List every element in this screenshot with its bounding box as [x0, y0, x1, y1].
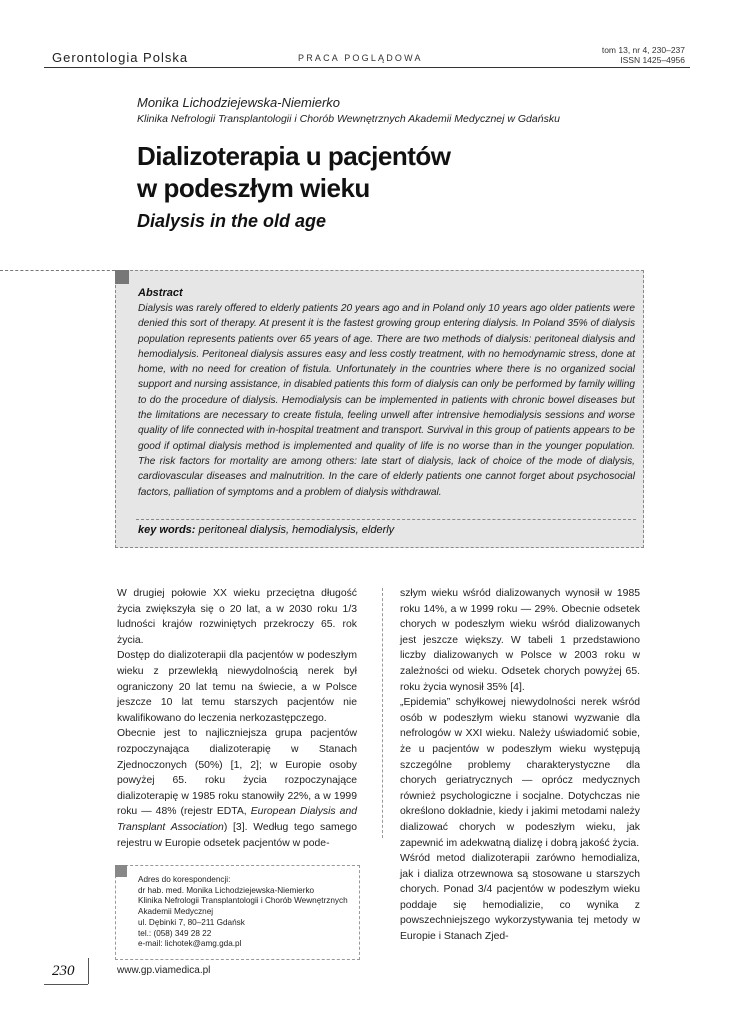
header-rule [44, 67, 690, 68]
correspondence-line: ul. Dębinki 7, 80–211 Gdańsk [138, 917, 245, 927]
body-text-italic: European Dialysis and Transplant Association [117, 806, 357, 833]
column-divider [382, 588, 383, 838]
keywords-text: peritoneal dialysis, hemodialysis, elderly [198, 524, 395, 536]
keywords-label: key words: [138, 524, 196, 536]
correspondence-line: Adres do korespondencji: [138, 875, 231, 884]
issue-info [602, 45, 685, 65]
body-column-left [117, 586, 357, 851]
body-paragraph: szłym wieku wśród dializowanych wynosił w 1985 roku 14%, a w 1999 roku — 29%. Obecnie odsetek chorych w podeszłym wieku wśród dializowanych jest jeszcze większy. W tabeli 1 przedstawiono liczby dializowanych w Polsce w 2003 roku w zależności od wieku. Odsetek chorych powyżej 65. roku życia wynosił 35% [4]. [400, 588, 640, 693]
dashed-divider [0, 270, 120, 271]
correspondence-line: Klinika Nefrologii Transplantologii i Chorób Wewnętrznych [138, 896, 348, 906]
body-paragraph [117, 726, 357, 851]
correspondence-line: Akademii Medycznej [138, 907, 214, 917]
article-type: PRACA POGLĄDOWA [298, 53, 423, 63]
article-title [137, 140, 451, 204]
issn-info: ISSN 1425–4956 [620, 55, 685, 65]
body-paragraph: „Epidemia” schyłkowej niewydolności nerek wśród osób w podeszłym wieku stanowi wyzwanie dla nefrologów w XXI wieku. Należy uświadomić sobie, że u pacjentów w podeszłym wieku występują szczególne problemy charakterystyczne dla chorych geriatrycznych — oprócz medycznych również psychologiczne i socjalne. Dotychczas nie określono dokładnie, kiedy i jakimi metodami należy dializować chorych w podeszłym wieku, jak zapewnić im adekwatną dializę i dobrą jakość życia. [400, 697, 640, 849]
keywords-line [138, 524, 394, 536]
page-number: 230 [52, 963, 75, 979]
body-paragraph: Dostęp do dializoterapii dla pacjentów w podeszłym wieku z przewlekłą niewydolnością nerek był ograniczony 20 lat temu na świecie, a w Polsce jeszcze 10 lat temu starszych pacjentów nie kwalifikowano do leczenia nerkozastępczego. [117, 650, 357, 724]
volume-info: tom 13, nr 4, 230–237 [601, 45, 685, 55]
body-column-right [400, 586, 640, 945]
title-line-1: Dializoterapia u pacjentów [137, 141, 451, 171]
author-affiliation: Klinika Nefrologii Transplantologii i Chorób Wewnętrznych Akademii Medycznej w Gdańsku [137, 113, 560, 125]
correspondence-email[interactable]: e-mail: lichotek@amg.gda.pl [138, 939, 242, 949]
abstract-text: Dialysis was rarely offered to elderly patients 20 years ago and in Poland only 10 years ago older patients were denied this sort of therapy. At present it is the fastest growing group entering dialysis. In Poland 35% of dialysis population represents patients over 65 years of age. There are two methods of dialysis: peritoneal dialysis and hemodialysis. Peritoneal dialysis assures easy and less costly treatment, with no hemodynamic stress, done at home, with no need for creation of fistula. Unfortunately in the countries where there is no organized social support and nursing assistance, in disabled patients this form of dialysis can only be performed by family willing to do the procedure of dialysis. Hemodialysis can be implemented in patients with chronic bowel diseases but the limitations are necessary to create fistula, feeling unwell after intrensive hemodialysis sessions and worse quality of life connected with in-hospital treatment and transport. Survival in this group of patients appears to be good if optimal dialysis method is implemented and quality of life is no worse than in the younger population. The risk factors for mortality are among others: late start of dialysis, lack of choice of the mode of dialysis, cardiovascular diseases and malnutrition. In the care of elderly patients one cannot forget about psychosocial factors, palliation of symptoms and a problem of dialysis withdrawal. [138, 303, 635, 498]
article-subtitle: Dialysis in the old age [137, 211, 327, 231]
abstract-heading: Abstract [138, 287, 183, 299]
correspondence-line: tel.: (058) 349 28 22 [138, 928, 212, 938]
author-name: Monika Lichodziejewska-Niemierko [137, 95, 341, 110]
correspondence-line: dr hab. med. Monika Lichodziejewska-Niemierko [138, 885, 315, 895]
footer-rule-vertical [88, 958, 89, 984]
body-text: ) [3]. Według tego samego rejestru w Europie odsetek pacjentów w pode- [117, 821, 357, 849]
abstract-marker [115, 270, 129, 284]
title-line-2: w podeszłym wieku [137, 173, 370, 203]
journal-name: Gerontologia Polska [52, 50, 189, 65]
footer-rule-horizontal [44, 984, 88, 985]
body-paragraph: W drugiej połowie XX wieku przeciętna długość życia zwiększyła się o 20 lat, a w 2030 roku 1/3 ludności krajów rozwiniętych przekroczy 65. rok życia. [117, 588, 357, 646]
correspondence-marker [115, 865, 127, 877]
footer-url-link[interactable]: www.gp.viamedica.pl [117, 965, 211, 976]
correspondence-text [138, 875, 348, 950]
body-text: Obecnie jest to najliczniejsza grupa pacjentów rozpoczynająca dializoterapię w Stanach Zjednoczonych (50%) [1, 2]; w Europie osoby powyżej 65. roku życia rozpoczynające dializoterapię w 1985 roku stanowiły 22%, a w 1999 roku — 48% (rejestr EDTA, [117, 728, 357, 818]
body-paragraph: Wśród metod dializoterapii zarówno hemodializa, jak i dializa otrzewnowa są stosowane u starszych chorych. Ponad 3/4 pacjentów w podeszłym wieku poddaje się hemodializie, co wynika z powszechniejszego wykorzystywania tej metody w Europie i Stanach Zjed- [400, 853, 640, 943]
keywords-separator [136, 519, 636, 520]
